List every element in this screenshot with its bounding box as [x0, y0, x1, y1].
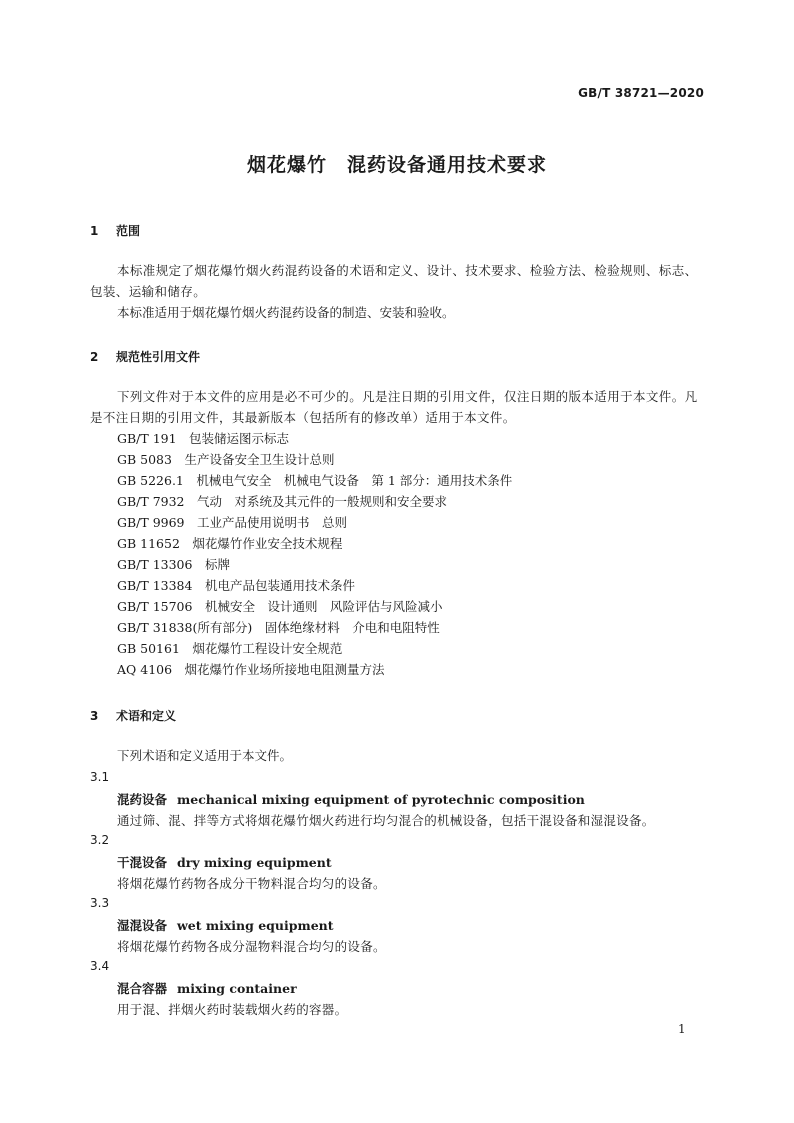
term-cn: 湿混设备 [117, 918, 168, 933]
term-en: mixing container [177, 981, 297, 996]
reference-item: GB/T 15706 机械安全 设计通则 风险评估与风险减小 [117, 599, 443, 614]
section-number: 3 [90, 709, 99, 723]
term-heading [117, 853, 332, 871]
section-3-heading [90, 707, 176, 724]
term-cn: 干混设备 [117, 855, 168, 870]
section-number: 2 [90, 350, 99, 364]
reference-item: GB 50161 烟花爆竹工程设计安全规范 [117, 641, 343, 656]
term-definition: 通过筛、混、拌等方式将烟花爆竹烟火药进行均匀混合的机械设备，包括干混设备和湿混设备。 [117, 813, 655, 828]
term-en: dry mixing equipment [177, 855, 332, 870]
term-definition: 用于混、拌烟火药时装载烟火药的容器。 [117, 1002, 348, 1017]
reference-item: GB/T 191 包装储运图示标志 [117, 431, 290, 446]
reference-item: GB/T 31838(所有部分) 固体绝缘材料 介电和电阻特性 [117, 620, 440, 635]
section-title: 范围 [116, 224, 141, 238]
term-heading [117, 979, 297, 997]
reference-item: GB 5083 生产设备安全卫生设计总则 [117, 452, 335, 467]
term-heading [117, 790, 585, 808]
references-intro: 下列文件对于本文件的应用是必不可少的。凡是注日期的引用文件，仅注日期的版本适用于本文件。凡是不注日期的引用文件，其最新版本（包括所有的修改单）适用于本文件。 [90, 389, 698, 425]
reference-item: GB/T 13306 标牌 [117, 557, 230, 572]
term-number: 3.2 [90, 833, 110, 847]
term-cn: 混合容器 [117, 981, 168, 996]
term-cn: 混药设备 [117, 792, 168, 807]
term-definition: 将烟花爆竹药物各成分湿物料混合均匀的设备。 [117, 939, 386, 954]
term-number: 3.3 [90, 896, 110, 910]
reference-item: GB 5226.1 机械电气安全 机械电气设备 第 1 部分：通用技术条件 [117, 473, 513, 488]
term-heading [117, 916, 334, 934]
standard-code: GB/T 38721—2020 [578, 86, 704, 100]
term-definition: 将烟花爆竹药物各成分干物料混合均匀的设备。 [117, 876, 386, 891]
document-title: 烟花爆竹 混药设备通用技术要求 [246, 154, 547, 176]
scope-paragraph-1: 本标准规定了烟花爆竹烟火药混药设备的术语和定义、设计、技术要求、检验方法、检验规则、标志、包装、运输和储存。 [90, 263, 698, 299]
terms-intro: 下列术语和定义适用于本文件。 [117, 748, 293, 763]
section-title: 术语和定义 [116, 709, 177, 723]
reference-item: GB/T 9969 工业产品使用说明书 总则 [117, 515, 348, 530]
reference-item: AQ 4106 烟花爆竹作业场所接地电阻测量方法 [117, 662, 385, 677]
page-number: 1 [678, 1022, 686, 1036]
term-en: mechanical mixing equipment of pyrotechnic composition [177, 792, 585, 807]
section-2-heading [90, 348, 200, 365]
section-number: 1 [90, 224, 99, 238]
reference-item: GB/T 13384 机电产品包装通用技术条件 [117, 578, 355, 593]
scope-paragraph-2: 本标准适用于烟花爆竹烟火药混药设备的制造、安装和验收。 [117, 305, 455, 320]
reference-item: GB/T 7932 气动 对系统及其元件的一般规则和安全要求 [117, 494, 448, 509]
section-1-heading [90, 222, 140, 239]
section-title: 规范性引用文件 [116, 350, 201, 364]
term-en: wet mixing equipment [177, 918, 334, 933]
term-number: 3.1 [90, 770, 110, 784]
reference-item: GB 11652 烟花爆竹作业安全技术规程 [117, 536, 343, 551]
term-number: 3.4 [90, 959, 110, 973]
